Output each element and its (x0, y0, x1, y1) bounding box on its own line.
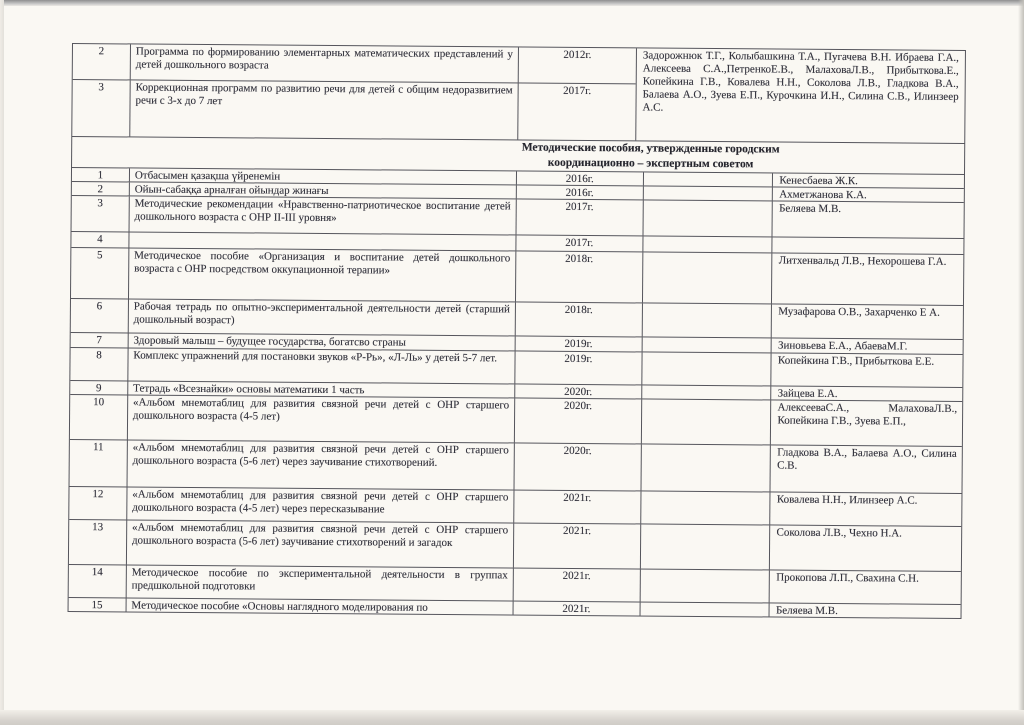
row-number-cell: 13 (69, 520, 127, 564)
year-cell: 2020г. (515, 398, 642, 443)
year-cell: 2017г. (516, 235, 643, 251)
title-cell: Комплекс упражнений для постановки звуков «Р-Рь», «Л-Ль» у детей 5-7 лет. (128, 348, 515, 383)
row-number-cell: 2 (73, 44, 131, 79)
title-cell: Методическое пособие по экспериментальной деятельности в группах предшкольной подготовки (127, 565, 514, 600)
year-cell: 2018г. (516, 302, 643, 336)
authors-merged-cell: Задорожнюк Т.Г., Колыбашкина Т.А., Пугачева В.Н. Ибраева Г.А., Алексеева С.А.,ПетренкоЕ.В., МалаховаЛ.В., Прибыткова.Е., Копейкина Г.В., Ковалева Н.Н., Соколова Л.В., Гладкова В.А., Балаева А.О., Зуева Е.П., Курочкина И.Н., Силина С.В., Илинзеер А.С. (635, 48, 965, 143)
authors-cell: Ковалева Н.Н., Илинзеер А.С. (776, 493, 918, 507)
year-cell: 2021г. (514, 601, 641, 615)
row-number-cell: 4 (71, 232, 129, 247)
authors-cell: Музафарова О.В., Захарченко Е А. (778, 305, 940, 319)
row-number-cell: 12 (69, 487, 127, 519)
year-cell: 2018г. (516, 251, 643, 302)
title-cell: Коррекционная программ по развитию речи для детей с общим недоразвитием речи с 3-х до 7 лет (130, 80, 518, 139)
year-cell: 2021г. (514, 523, 641, 568)
table-row (70, 440, 962, 494)
year-cell: 2021г. (514, 490, 641, 523)
blank-cell (641, 491, 771, 524)
authors-cell: Кенесбаева Ж.К. (779, 174, 859, 188)
authors-cell: Беляева М.В. (775, 604, 838, 618)
title-cell: «Альбом мнемотаблиц для развития связной речи детей с ОНР старшего дошкольного возраста (4-5 лет) через пересказывание (127, 487, 514, 522)
blank-cell (643, 252, 773, 303)
year-cell: 2017г. (563, 84, 592, 98)
year-cell: 2016г. (517, 185, 644, 199)
title-cell: Программа по формированию элементарных математических представлений у детей дошкольного возраста (131, 44, 519, 82)
year-cell: 2012г. (563, 48, 592, 62)
title-cell: Рабочая тетрадь по опытно-экспериментальной деятельности детей (старший дошкольный возраст) (129, 299, 516, 335)
row-number-cell: 7 (71, 333, 129, 347)
document-content (68, 43, 966, 619)
authors-cell: Зиновьева Е.А., АбаеваМ.Г. (778, 339, 908, 353)
blank-cell (642, 337, 772, 352)
row-number-cell: 3 (72, 80, 130, 136)
title-cell: Методическое пособие «Организация и воспитание детей дошкольного возраста с ОНР посредством оккупационной терапии» (129, 248, 517, 301)
publications-table-top (71, 43, 966, 144)
table-row (72, 80, 635, 140)
blank-cell (641, 444, 771, 491)
top-table-left (72, 44, 636, 140)
blank-cell (642, 385, 772, 399)
year-cell: 2019г. (516, 336, 643, 351)
blank-cell (643, 236, 773, 252)
year-cell: 2019г. (515, 351, 642, 384)
table-row (70, 395, 962, 447)
row-number-cell: 10 (70, 395, 128, 439)
row-number-cell: 5 (71, 248, 129, 298)
year-cell: 2021г. (514, 568, 641, 601)
authors-cell: Гладкова В.А., Балаева А.О., Силина С.В. (777, 446, 957, 472)
blank-cell (640, 602, 770, 616)
authors-cell (773, 238, 964, 254)
year-cell: 2016г. (517, 171, 644, 185)
scan-edge-bottom (0, 710, 1024, 725)
authors-cell: Беляева М.В. (779, 202, 842, 216)
authors-cell: АлексееваС.А., МалаховаЛ.В., Копейкина Г.В., Зуева Е.П., (777, 401, 958, 428)
authors-cell: Зайцева Е.А. (777, 387, 838, 401)
blank-cell (640, 569, 770, 602)
row-number-cell: 3 (72, 196, 130, 231)
authors-cell: Ахметжанова К.А. (779, 188, 867, 202)
authors-cell: Соколова Л.В., Чехно Н.А. (776, 526, 902, 540)
row-number-cell: 1 (72, 168, 130, 181)
row-number-cell: 9 (70, 381, 128, 394)
row-number-cell: 15 (69, 598, 127, 611)
row-number-cell: 2 (72, 182, 130, 195)
title-cell: Методические рекомендации «Нравственно-патриотическое воспитание детей дошкольного возраста с ОНР II-III уровня» (129, 196, 516, 234)
title-cell: Здоровый малыш – будущее государства, богатсво страны (128, 333, 515, 350)
year-cell: 2017г. (517, 199, 644, 235)
row-number-cell: 11 (70, 440, 128, 486)
title-cell: Методическое пособие «Основы наглядного моделирования по (126, 598, 513, 614)
blank-cell (644, 172, 774, 186)
scan-edge-left (0, 0, 4, 725)
section-header-line1: Методические пособия, утвержденные городским (521, 141, 780, 156)
title-cell: Ойын-сабаққа арналған ойындар жинағы (130, 182, 517, 198)
blank-cell (642, 352, 772, 385)
row-number-cell: 14 (69, 565, 127, 597)
authors-cell: Копейкина Г.В., Прибыткова Е.Е. (777, 354, 935, 368)
table-row (73, 44, 636, 84)
title-cell: «Альбом мнемотаблиц для развития связной речи детей с ОНР старшего дошкольного возраста (4-5 лет) (128, 395, 515, 442)
title-cell: Отбасымен қазақша үйренемін (130, 168, 517, 184)
section-header-line2: координационно – экспертным советом (547, 156, 754, 171)
title-cell: «Альбом мнемотаблиц для развития связной речи детей с ОНР старшего дошкольного возраста (5-6 лет) заучивание стихотворений и загадок (127, 520, 514, 567)
title-cell: «Альбом мнемотаблиц для развития связной речи детей с ОНР старшего дошкольного возраста (5-6 лет) через заучивание стихотворений. (127, 440, 514, 489)
blank-cell (643, 200, 773, 236)
blank-cell (642, 399, 772, 444)
row-number-cell: 8 (70, 348, 128, 380)
blank-cell (641, 524, 771, 569)
year-cell: 2020г. (515, 443, 642, 490)
blank-cell (643, 186, 773, 200)
row-number-cell: 6 (71, 299, 129, 332)
scan-edge-right (1018, 0, 1024, 725)
authors-cell: Прокопова Л.П., Свахина С.Н. (776, 571, 919, 585)
title-cell: Тетрадь «Всезнайки» основы математики 1 часть (128, 381, 515, 397)
scan-edge-top (0, 0, 1024, 6)
table-row (69, 520, 961, 572)
authors-cell: Литхенвальд Л.В., Нехорошева Г.А. (778, 254, 947, 268)
year-cell: 2020г. (515, 384, 642, 398)
title-cell (129, 232, 516, 250)
publications-table-main (68, 168, 965, 619)
blank-cell (642, 303, 772, 337)
table-row (71, 248, 963, 306)
